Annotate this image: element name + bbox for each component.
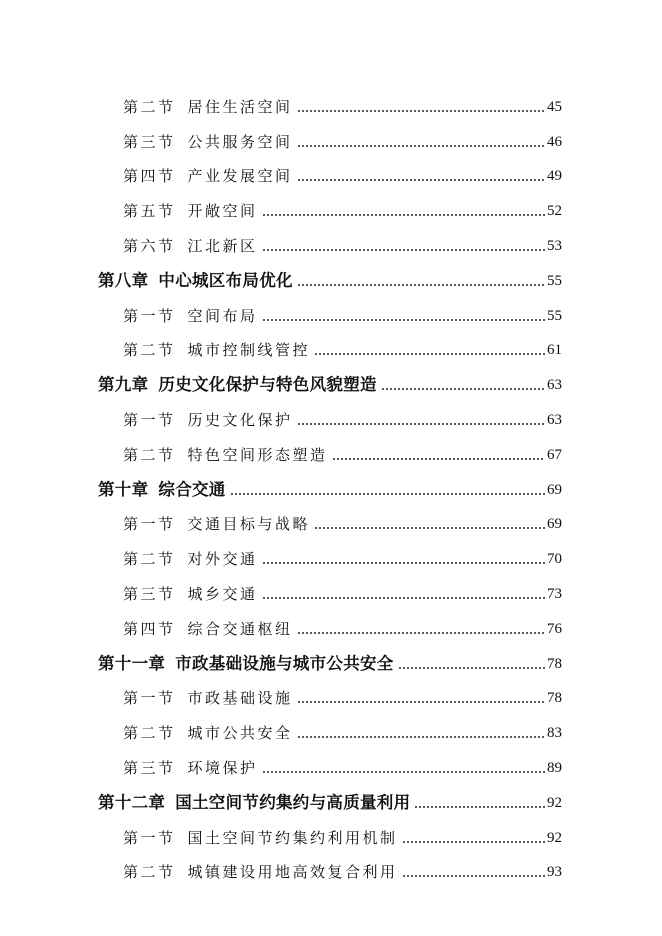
section-title: 城市控制线管控	[187, 341, 311, 360]
section-title: 城市公共安全	[187, 724, 293, 743]
section-number: 第五节	[123, 202, 176, 221]
dot-leader	[297, 632, 545, 634]
section-title: 特色空间形态塑造	[187, 445, 328, 464]
page-number: 76	[547, 620, 562, 637]
toc-entry-chapter[interactable]	[98, 360, 562, 395]
section-number: 第四节	[123, 619, 176, 638]
page-number: 70	[547, 551, 562, 568]
page-number: 78	[547, 655, 562, 672]
dot-leader	[402, 875, 545, 877]
toc-entry-section[interactable]	[98, 848, 562, 883]
dot-leader	[297, 110, 545, 112]
page-number: 63	[547, 377, 562, 394]
page-number: 78	[547, 690, 562, 707]
page-number: 52	[547, 203, 562, 220]
toc-entry-section[interactable]	[98, 186, 562, 221]
toc-entry-section[interactable]	[98, 395, 562, 430]
dot-leader	[332, 458, 545, 460]
page-number: 55	[547, 272, 562, 289]
page-number: 69	[547, 481, 562, 498]
page-number: 55	[547, 307, 562, 324]
chapter-number: 第十一章	[98, 653, 166, 673]
chapter-title: 市政基础设施与城市公共安全	[175, 653, 394, 673]
page-number: 46	[547, 133, 562, 150]
dot-leader	[262, 214, 545, 216]
section-number: 第二节	[123, 724, 176, 743]
page-number: 67	[547, 446, 562, 463]
toc-entry-section[interactable]	[98, 117, 562, 152]
toc-entry-section[interactable]	[98, 569, 562, 604]
section-title: 对外交通	[187, 550, 258, 569]
toc-entry-section[interactable]	[98, 291, 562, 326]
section-title: 环境保护	[187, 758, 258, 777]
chapter-number: 第八章	[98, 270, 149, 290]
section-number: 第二节	[123, 445, 176, 464]
page-number: 83	[547, 725, 562, 742]
chapter-number: 第十章	[98, 479, 149, 499]
section-title: 市政基础设施	[187, 689, 293, 708]
section-number: 第三节	[123, 758, 176, 777]
page-number: 49	[547, 168, 562, 185]
section-number: 第一节	[123, 306, 176, 325]
dot-leader	[262, 597, 545, 599]
dot-leader	[297, 179, 545, 181]
toc-entry-section[interactable]	[98, 152, 562, 187]
table-of-contents	[98, 82, 562, 882]
page-number: 89	[547, 759, 562, 776]
chapter-number: 第十二章	[98, 792, 166, 812]
section-number: 第一节	[123, 515, 176, 534]
toc-entry-section[interactable]	[98, 82, 562, 117]
section-number: 第二节	[123, 341, 176, 360]
dot-leader	[402, 841, 545, 843]
toc-entry-chapter[interactable]	[98, 256, 562, 291]
dot-leader	[297, 423, 545, 425]
chapter-number: 第九章	[98, 375, 149, 395]
section-title: 国土空间节约集约利用机制	[187, 828, 398, 847]
section-number: 第一节	[123, 410, 176, 429]
dot-leader	[297, 145, 545, 147]
section-title: 综合交通枢纽	[187, 619, 293, 638]
section-title: 产业发展空间	[187, 167, 293, 186]
toc-entry-chapter[interactable]	[98, 465, 562, 500]
dot-leader	[314, 353, 545, 355]
toc-entry-chapter[interactable]	[98, 639, 562, 674]
section-number: 第三节	[123, 132, 176, 151]
dot-leader	[230, 493, 545, 495]
section-number: 第一节	[123, 689, 176, 708]
section-title: 历史文化保护	[187, 410, 293, 429]
dot-leader	[381, 388, 545, 390]
chapter-title: 中心城区布局优化	[158, 270, 293, 290]
section-title: 江北新区	[187, 236, 258, 255]
dot-leader	[262, 319, 545, 321]
section-title: 居住生活空间	[187, 97, 293, 116]
section-number: 第二节	[123, 97, 176, 116]
section-title: 公共服务空间	[187, 132, 293, 151]
section-title: 开敞空间	[187, 202, 258, 221]
page-number: 92	[547, 794, 562, 811]
toc-entry-section[interactable]	[98, 534, 562, 569]
toc-entry-section[interactable]	[98, 813, 562, 848]
chapter-title: 国土空间节约集约与高质量利用	[175, 792, 411, 812]
section-number: 第六节	[123, 236, 176, 255]
section-number: 第一节	[123, 828, 176, 847]
page-number: 93	[547, 864, 562, 881]
toc-entry-section[interactable]	[98, 604, 562, 639]
toc-entry-section[interactable]	[98, 430, 562, 465]
dot-leader	[314, 527, 545, 529]
section-number: 第二节	[123, 550, 176, 569]
toc-entry-section[interactable]	[98, 221, 562, 256]
section-title: 城镇建设用地高效复合利用	[187, 863, 398, 882]
section-title: 交通目标与战略	[187, 515, 311, 534]
toc-entry-section[interactable]	[98, 674, 562, 709]
page-number: 63	[547, 411, 562, 428]
dot-leader	[262, 771, 545, 773]
toc-entry-chapter[interactable]	[98, 778, 562, 813]
section-number: 第二节	[123, 863, 176, 882]
section-number: 第四节	[123, 167, 176, 186]
dot-leader	[297, 284, 545, 286]
page-number: 53	[547, 237, 562, 254]
dot-leader	[297, 736, 545, 738]
section-title: 空间布局	[187, 306, 258, 325]
toc-entry-section[interactable]	[98, 326, 562, 361]
toc-entry-section[interactable]	[98, 743, 562, 778]
page-number: 61	[547, 342, 562, 359]
dot-leader	[414, 806, 545, 808]
toc-entry-section[interactable]	[98, 500, 562, 535]
dot-leader	[398, 667, 545, 669]
page-number: 69	[547, 516, 562, 533]
page-number: 45	[547, 98, 562, 115]
chapter-title: 综合交通	[158, 479, 226, 499]
page-number: 92	[547, 829, 562, 846]
section-title: 城乡交通	[187, 584, 258, 603]
page-number: 73	[547, 585, 562, 602]
dot-leader	[262, 562, 545, 564]
dot-leader	[297, 701, 545, 703]
chapter-title: 历史文化保护与特色风貌塑造	[158, 375, 377, 395]
dot-leader	[262, 249, 545, 251]
section-number: 第三节	[123, 584, 176, 603]
toc-entry-section[interactable]	[98, 708, 562, 743]
